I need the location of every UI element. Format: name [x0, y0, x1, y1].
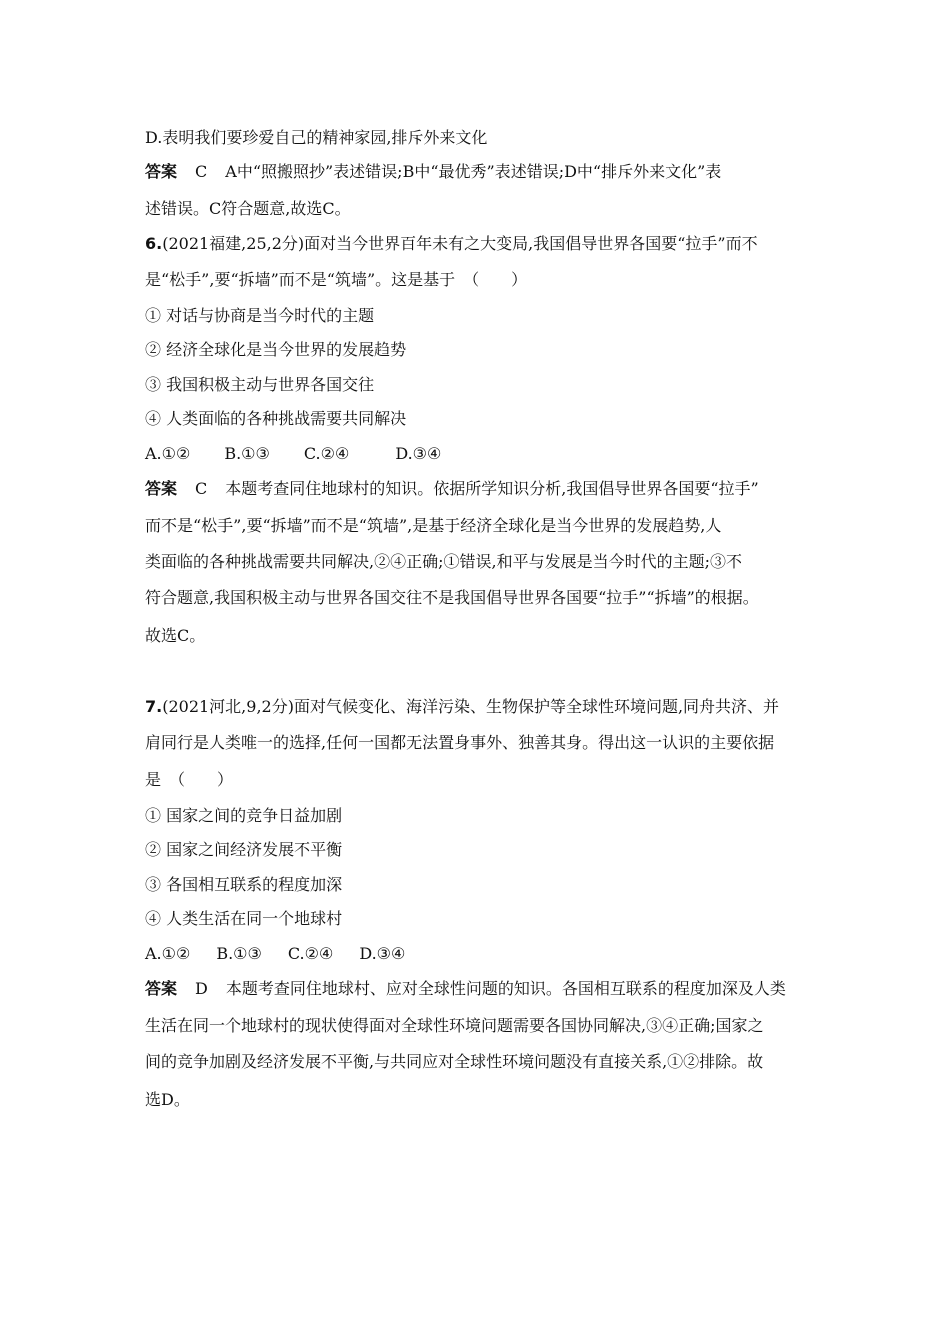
q6-answer-line-4: 符合题意,我国积极主动与世界各国交往不是我国倡导世界各国要“拉手”“拆墙”的根据。: [145, 588, 759, 607]
answer-explanation: A中“照搬照抄”表述错误;B中“最优秀”表述错误;D中“排斥外来文化”表: [225, 162, 722, 181]
q6-answer-line-2: 而不是“松手”,要“拆墙”而不是“筑墙”,是基于经济全球化是当今世界的发展趋势,人: [145, 516, 722, 535]
q7-answer-line-2: 生活在同一个地球村的现状使得面对全球性环境问题需要各国协同解决,③④正确;国家之: [145, 1016, 764, 1035]
q5-answer-line-2: 述错误。C符合题意,故选C。: [145, 199, 351, 218]
q6-statement-4: ④ 人类面临的各种挑战需要共同解决: [145, 409, 407, 428]
q6-statement-1: ① 对话与协商是当今时代的主题: [145, 306, 375, 325]
q5-answer-line-1: [145, 160, 830, 184]
answer-label: 答案: [145, 162, 178, 181]
q7-answer-line-1: [145, 977, 830, 1001]
q7-options: [145, 942, 830, 966]
q6-stem-line-2: 是“松手”,要“拆墙”而不是“筑墙”。这是基于 （ ）: [145, 270, 528, 289]
answer-letter: C: [195, 479, 208, 498]
q6-answer-line-3: 类面临的各种挑战需要共同解决,②④正确;①错误,和平与发展是当今时代的主题;③不: [145, 552, 742, 571]
q6-statement-3: ③ 我国积极主动与世界各国交往: [145, 375, 375, 394]
option-b: B.①③: [216, 944, 262, 963]
option-a: A.①②: [145, 944, 191, 963]
q7-answer-line-3: 间的竞争加剧及经济发展不平衡,与共同应对全球性环境问题没有直接关系,①②排除。故: [145, 1052, 764, 1071]
answer-letter: C: [195, 162, 208, 181]
question-stem: 面对气候变化、海洋污染、生物保护等全球性环境问题,同舟共济、并: [293, 697, 780, 716]
question-number: 7.: [145, 697, 163, 716]
q7-statement-4: ④ 人类生活在同一个地球村: [145, 909, 343, 928]
option-d: D.③④: [359, 944, 406, 963]
q6-answer-line-5: 故选C。: [145, 626, 206, 645]
q7-statement-2: ② 国家之间经济发展不平衡: [145, 840, 343, 859]
question-source: (2021福建,25,2分): [162, 234, 305, 253]
answer-letter: D: [195, 979, 208, 998]
answer-label: 答案: [145, 979, 178, 998]
q7-answer-line-4: 选D。: [145, 1090, 190, 1109]
option-a: A.①②: [145, 444, 191, 463]
answer-explanation: 本题考查同住地球村、应对全球性问题的知识。各国相互联系的程度加深及人类: [225, 979, 786, 998]
q7-statement-1: ① 国家之间的竞争日益加剧: [145, 806, 343, 825]
q7-stem-line-1: [145, 695, 830, 719]
question-stem: 面对当今世界百年未有之大变局,我国倡导世界各国要“拉手”而不: [304, 234, 758, 253]
option-c: C.②④: [287, 944, 334, 963]
option-d: D.③④: [395, 444, 442, 463]
q7-statement-3: ③ 各国相互联系的程度加深: [145, 875, 343, 894]
option-b: B.①③: [224, 444, 270, 463]
q6-options: [145, 442, 830, 466]
q5-option-d: D.表明我们要珍爱自己的精神家园,排斥外来文化: [145, 128, 488, 147]
answer-label: 答案: [145, 479, 178, 498]
q6-stem-line-1: [145, 232, 830, 256]
q6-answer-line-1: [145, 477, 830, 501]
answer-explanation: 本题考查同住地球村的知识。依据所学知识分析,我国倡导世界各国要“拉手”: [225, 479, 759, 498]
q7-stem-line-3: 是 （ ）: [145, 770, 234, 789]
q6-statement-2: ② 经济全球化是当今世界的发展趋势: [145, 340, 407, 359]
option-c: C.②④: [303, 444, 350, 463]
question-source: (2021河北,9,2分): [162, 697, 294, 716]
q7-stem-line-2: 肩同行是人类唯一的选择,任何一国都无法置身事外、独善其身。得出这一认识的主要依据: [145, 733, 775, 752]
question-number: 6.: [145, 234, 163, 253]
